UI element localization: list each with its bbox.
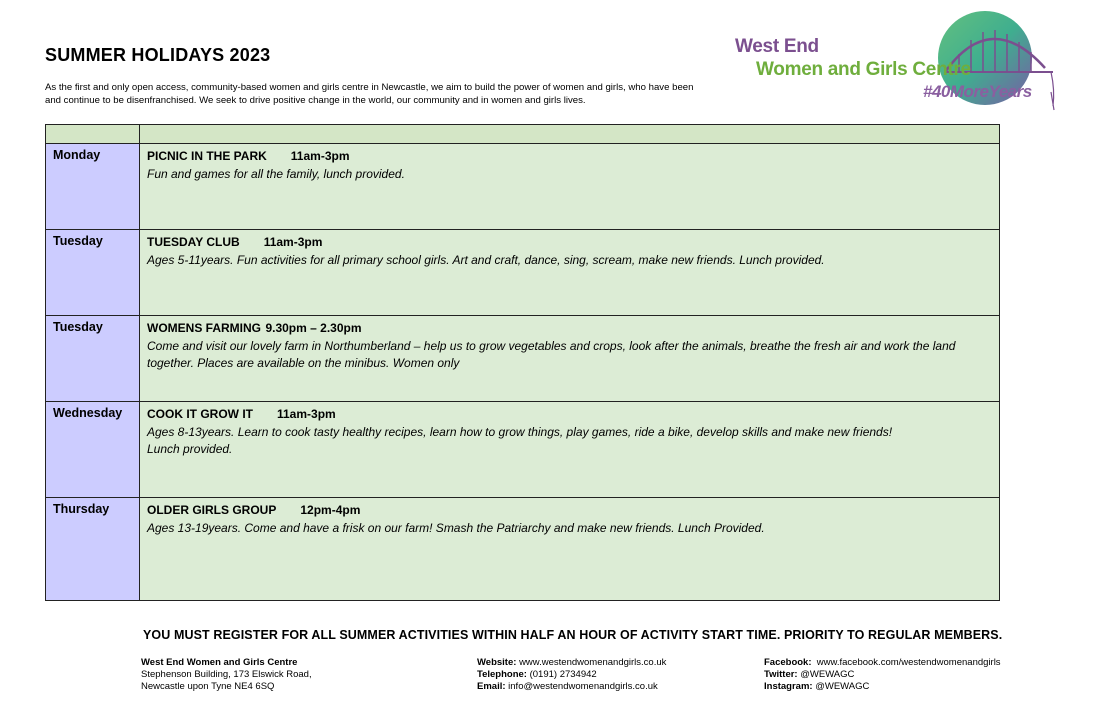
- footer-address-line: Stephenson Building, 173 Elswick Road,: [141, 669, 312, 680]
- activity-title: OLDER GIRLS GROUP: [147, 503, 277, 517]
- email-label: Email:: [477, 681, 506, 692]
- activity-cell: [140, 316, 1000, 402]
- activity-description: Come and visit our lovely farm in Northumberland – help us to grow vegetables and crops, look after the animals, breathe the fresh air and work the land together. Places are available on the minibus. Women only: [147, 339, 956, 370]
- day-label: Tuesday: [53, 234, 103, 248]
- activity-description: Ages 8-13years. Learn to cook tasty healthy recipes, learn how to grow things, play games, ride a bike, develop skills and make new friends!: [147, 425, 893, 439]
- header-cell-activity: [140, 125, 1000, 144]
- table-row: [46, 402, 1000, 498]
- activity-title: COOK IT GROW IT: [147, 407, 253, 421]
- footer-org-name: West End Women and Girls Centre: [141, 657, 298, 668]
- table-row: [46, 144, 1000, 230]
- email-link[interactable]: info@westendwomenandgirls.co.uk: [508, 681, 658, 692]
- activity-time: 11am-3pm: [263, 235, 323, 249]
- day-label: Wednesday: [53, 406, 123, 420]
- activity-title: WOMENS FARMING: [147, 321, 261, 335]
- activity-description: Ages 13-19years. Come and have a frisk on our farm! Smash the Patriarchy and make new friends. Lunch Provided.: [147, 521, 765, 535]
- activity-time: 9.30pm – 2.30pm: [265, 321, 362, 335]
- day-cell: [46, 316, 140, 402]
- day-cell: [46, 498, 140, 601]
- activity-description-extra: Lunch provided.: [147, 442, 233, 456]
- table-row: [46, 498, 1000, 601]
- activity-title: PICNIC IN THE PARK: [147, 149, 267, 163]
- day-label: Tuesday: [53, 320, 103, 334]
- website-label: Website:: [477, 657, 517, 668]
- instagram-handle[interactable]: @WEWAGC: [815, 681, 870, 692]
- footer-address: [141, 657, 312, 693]
- activity-title: TUESDAY CLUB: [147, 235, 240, 249]
- logo-tagline: #40MoreYears: [923, 82, 1032, 101]
- activity-time: 12pm-4pm: [300, 503, 361, 517]
- activity-cell: [140, 498, 1000, 601]
- facebook-label: Facebook:: [764, 657, 812, 668]
- table-row: [46, 316, 1000, 402]
- day-label: Monday: [53, 148, 101, 162]
- header-cell-day: [46, 125, 140, 144]
- activity-cell: [140, 144, 1000, 230]
- twitter-handle[interactable]: @WEWAGC: [800, 669, 855, 680]
- telephone-value: (0191) 2734942: [529, 669, 597, 680]
- page-title: SUMMER HOLIDAYS 2023: [45, 45, 271, 65]
- activity-cell: [140, 230, 1000, 316]
- website-link[interactable]: www.westendwomenandgirls.co.uk: [519, 657, 667, 668]
- intro-paragraph: As the first and only open access, community-based women and girls centre in Newcastle, we aim to build the power of women and girls, who have been and continue to be disenfranchised. We seek to drive positive change in the world, our community and in women and girls lives.: [45, 82, 694, 106]
- day-cell: [46, 402, 140, 498]
- footer-contact: [477, 657, 666, 693]
- facebook-link[interactable]: www.facebook.com/westendwomenandgirls: [816, 657, 1001, 668]
- activity-time: 11am-3pm: [290, 149, 350, 163]
- activity-cell: [140, 402, 1000, 498]
- table-header-row: [46, 125, 1000, 144]
- instagram-label: Instagram:: [764, 681, 813, 692]
- day-cell: [46, 230, 140, 316]
- registration-notice: YOU MUST REGISTER FOR ALL SUMMER ACTIVITIES WITHIN HALF AN HOUR OF ACTIVITY START TIME. PRIORITY TO REGULAR MEMBERS.: [143, 628, 1003, 642]
- telephone-label: Telephone:: [477, 669, 527, 680]
- table-row: [46, 230, 1000, 316]
- schedule-table: [45, 124, 1000, 601]
- activity-description: Ages 5-11years. Fun activities for all primary school girls. Art and craft, dance, sing, scream, make new friends. Lunch provided.: [147, 253, 825, 267]
- day-label: Thursday: [53, 502, 110, 516]
- activity-time: 11am-3pm: [277, 407, 336, 421]
- twitter-label: Twitter:: [764, 669, 798, 680]
- logo-line-west-end: West End: [735, 36, 819, 57]
- day-cell: [46, 144, 140, 230]
- activity-description: Fun and games for all the family, lunch provided.: [147, 167, 405, 181]
- footer-social: [764, 657, 1001, 693]
- centre-logo: [733, 10, 1063, 115]
- footer-address-line: Newcastle upon Tyne NE4 6SQ: [141, 681, 275, 692]
- logo-line-women-girls: Women and Girls Centre: [756, 59, 971, 80]
